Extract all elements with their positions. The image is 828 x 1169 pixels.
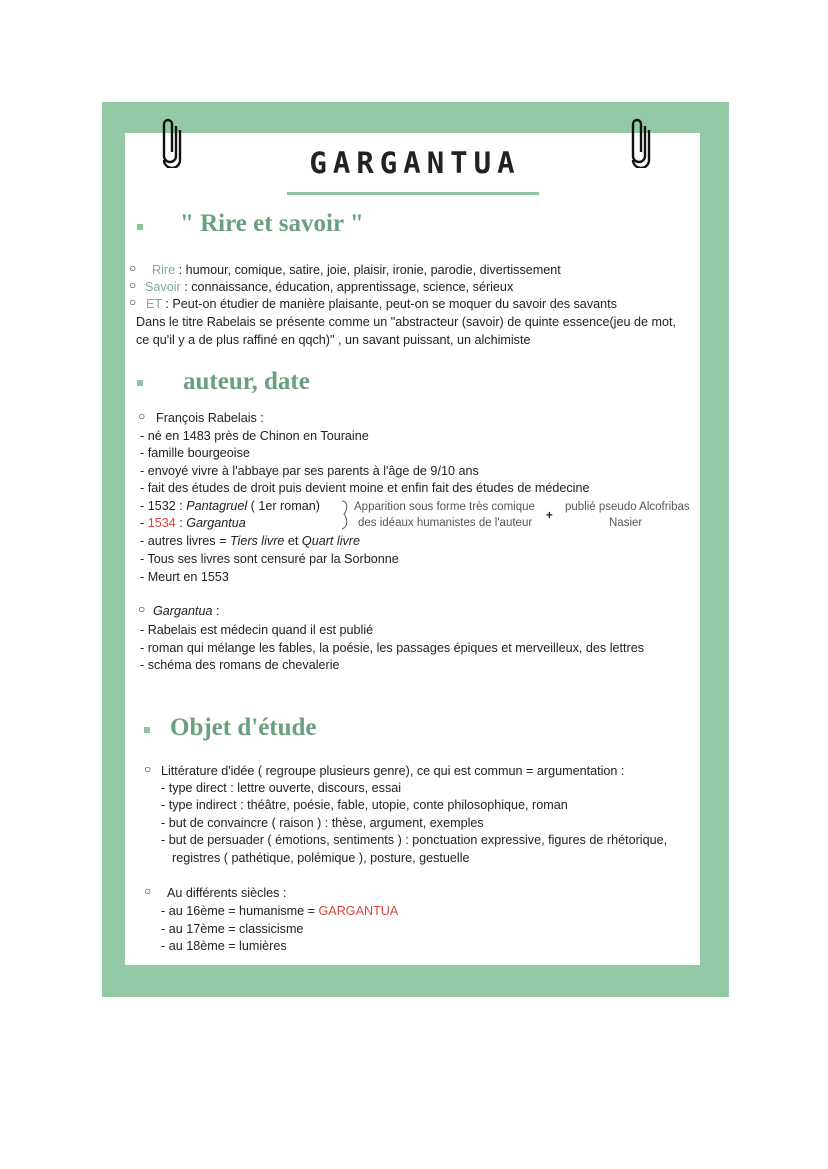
subheading-gargantua	[153, 603, 220, 619]
list-item: - type direct : lettre ouverte, discours, essai	[161, 781, 402, 795]
paragraph-line: ce qu'il y a de plus raffiné en qqch)" , un savant puissant, un alchimiste	[136, 333, 531, 347]
list-item: - but de convaincre ( raison ) : thèse, argument, exemples	[161, 816, 484, 830]
circle-bullet-icon: ○	[138, 602, 146, 616]
value: : humour, comique, satire, joie, plaisir, ironie, parodie, divertissement	[175, 263, 561, 277]
key: Savoir	[145, 280, 181, 294]
plus-sign: +	[546, 510, 553, 522]
circle-bullet-icon: ○	[138, 409, 146, 423]
text: - 1532 :	[140, 499, 187, 513]
page-title: GARGANTUA	[309, 146, 521, 180]
list-item: - famille bourgeoise	[140, 446, 250, 460]
list-item: - schéma des romans de chevalerie	[140, 658, 340, 672]
book-title: Gargantua	[153, 604, 213, 618]
list-item: - Meurt en 1553	[140, 570, 229, 584]
year: 1534	[147, 516, 176, 530]
key: ET	[146, 297, 162, 311]
circle-bullet-icon: ○	[144, 884, 152, 898]
list-item: - né en 1483 près de Chinon en Touraine	[140, 429, 369, 443]
section-heading-rire-savoir: " Rire et savoir "	[180, 210, 364, 237]
section-heading-objet: Objet d'étude	[170, 714, 317, 741]
list-item: Littérature d'idée ( regroupe plusieurs genre), ce qui est commun = argumentation :	[161, 764, 625, 778]
text: :	[175, 516, 187, 530]
annotation: Nasier	[609, 517, 643, 529]
list-item	[161, 903, 398, 919]
key: Rire	[152, 263, 176, 277]
book-title: Tiers livre	[229, 534, 285, 548]
annotation: Apparition sous forme très comique	[354, 501, 535, 513]
list-item: - envoyé vivre à l'abbaye par ses parents à l'âge de 9/10 ans	[140, 464, 479, 478]
text: ( 1er roman)	[247, 499, 320, 513]
square-bullet-icon	[137, 224, 143, 230]
list-item	[140, 498, 320, 514]
circle-bullet-icon: ○	[129, 295, 137, 309]
line-rire	[152, 262, 561, 278]
annotation: des idéaux humanistes de l'auteur	[358, 517, 533, 529]
value: : Peut-on étudier de manière plaisante, peut-on se moquer du savoir des savants	[161, 297, 617, 311]
annotation: publié pseudo Alcofribas	[565, 501, 690, 513]
list-item: - Rabelais est médecin quand il est publié	[140, 623, 374, 637]
paragraph-line: Dans le titre Rabelais se présente comme un "abstracteur (savoir) de quinte essence(jeu de mot,	[136, 315, 676, 329]
text: - au 16ème = humanisme =	[161, 904, 319, 918]
brace-icon	[340, 499, 350, 531]
list-item: - but de persuader ( émotions, sentiments ) : ponctuation expressive, figures de rhétorique,	[161, 833, 668, 847]
text: et	[284, 534, 302, 548]
author-name: François Rabelais :	[156, 411, 264, 425]
paperclip-icon	[630, 118, 652, 168]
square-bullet-icon	[144, 727, 150, 733]
list-item: - Tous ses livres sont censuré par la Sorbonne	[140, 552, 399, 566]
paperclip-icon	[161, 118, 183, 168]
book-title: Quart livre	[301, 534, 361, 548]
list-item: - type indirect : théâtre, poésie, fable, utopie, conte philosophique, roman	[161, 798, 568, 812]
highlight: GARGANTUA	[318, 904, 399, 918]
text: - autres livres =	[140, 534, 230, 548]
circle-bullet-icon: ○	[144, 762, 152, 776]
title-underline	[287, 192, 539, 195]
book-title: Gargantua	[186, 516, 246, 530]
text: -	[140, 516, 148, 530]
list-item: registres ( pathétique, polémique ), posture, gestuelle	[172, 851, 470, 865]
list-item: Au différents siècles :	[167, 886, 287, 900]
circle-bullet-icon: ○	[129, 278, 137, 292]
list-item	[140, 533, 360, 549]
book-title: Pantagruel	[186, 499, 248, 513]
list-item	[140, 515, 246, 531]
section-heading-auteur: auteur, date	[183, 368, 310, 395]
value: : connaissance, éducation, apprentissage, science, sérieux	[180, 280, 514, 294]
line-savoir	[145, 279, 513, 295]
circle-bullet-icon: ○	[129, 261, 137, 275]
list-item: - roman qui mélange les fables, la poésie, les passages épiques et merveilleux, des lettres	[140, 641, 645, 655]
list-item: - au 18ème = lumières	[161, 939, 287, 953]
list-item: - fait des études de droit puis devient moine et enfin fait des études de médecine	[140, 481, 590, 495]
list-item: - au 17ème = classicisme	[161, 922, 304, 936]
square-bullet-icon	[137, 380, 143, 386]
text: :	[212, 604, 220, 618]
line-et	[146, 296, 617, 312]
